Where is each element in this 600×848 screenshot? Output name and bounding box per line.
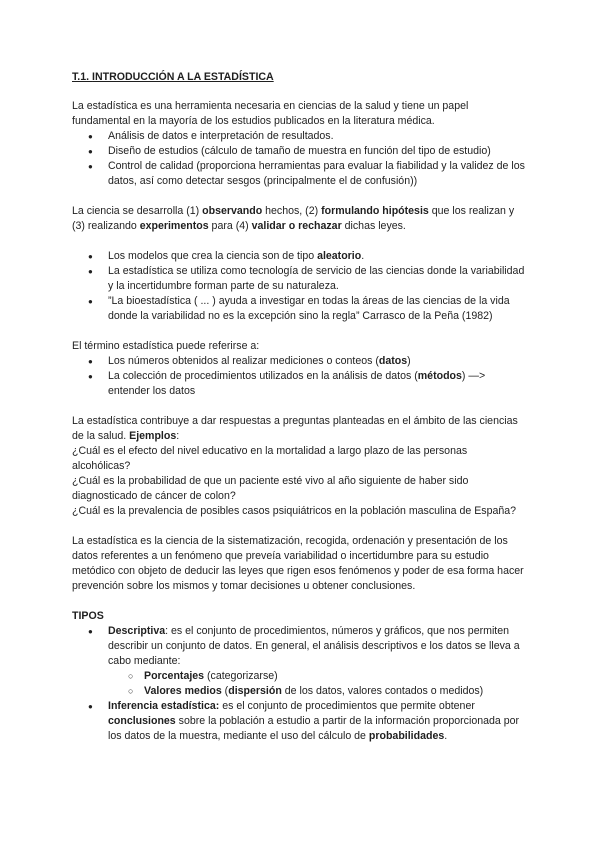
bold-run: aleatorio xyxy=(317,250,362,262)
bold-run: probabilidades xyxy=(368,730,445,742)
text-run: ) —> entender los datos xyxy=(108,370,486,397)
text-run: La estadística contribuye a dar respuestas a preguntas planteadas en el ámbito de las ciencias de la salud. xyxy=(72,415,518,442)
title-text: INTRODUCCIÓN A LA ESTADÍSTICA xyxy=(92,71,274,83)
text-run: ) xyxy=(407,355,411,367)
list-item xyxy=(72,369,528,399)
list-item: ● Análisis de datos e interpretación de resultados. xyxy=(72,129,528,144)
list-item xyxy=(72,354,528,369)
bold-run: conclusiones xyxy=(108,715,176,727)
models-bullet-list xyxy=(72,249,528,324)
bold-run: validar o rechazar xyxy=(251,220,342,232)
tipos-heading xyxy=(72,609,528,624)
text-run: Los modelos que crea la ciencia son de tipo xyxy=(108,250,318,262)
text-run: de los datos, valores contados o medidos) xyxy=(281,685,484,697)
text-run: sobre la población a estudio a partir de la información proporcionada por los datos de la muestra, mediante el uso del cálculo de xyxy=(108,715,520,742)
text-run: para (4) xyxy=(208,220,252,232)
intro-paragraph: La estadística es una herramienta necesaria en ciencias de la salud y tiene un papel fundamental en la mayoría de los estudios publicados en la literatura médica. xyxy=(72,100,469,127)
list-item: ● La estadística se utiliza como tecnología de servicio de las ciencias donde la variabilidad y la incertidumbre forman parte de su naturaleza. xyxy=(72,264,528,294)
science-paragraph xyxy=(72,204,528,234)
list-item: ● Control de calidad (proporciona herramientas para evaluar la fiabilidad y la validez de los datos, así como detectar sesgos (principalmente el de confusión)) xyxy=(72,159,528,189)
text-run: ( xyxy=(221,685,229,697)
text-run: hechos, (2) xyxy=(262,205,322,217)
bold-run: formulando hipótesis xyxy=(321,205,429,217)
bold-run: Descriptiva xyxy=(108,625,166,637)
term-bullet-list xyxy=(72,354,528,399)
question-line: ¿Cuál es la probabilidad de que un paciente esté vivo al año siguiente de haber sido diagnosticado de cáncer de colon? xyxy=(72,475,469,502)
bold-run: Porcentajes xyxy=(144,670,205,682)
title-prefix: T.1. xyxy=(72,71,93,83)
bold-run: Ejemplos xyxy=(129,430,177,442)
bold-run: dispersión xyxy=(228,685,282,697)
intro-bullet-list xyxy=(72,129,528,189)
bold-run: Inferencia estadística: xyxy=(108,700,220,712)
bold-run: experimentos xyxy=(139,220,209,232)
sub-list-item xyxy=(108,669,528,684)
page-title xyxy=(72,70,528,85)
text-run: La colección de procedimientos utilizados en la análisis de datos ( xyxy=(108,370,418,382)
text-run: . xyxy=(361,250,365,262)
tipos-bullet-list xyxy=(72,624,528,744)
text-run: dichas leyes. xyxy=(341,220,406,232)
contrib-paragraph xyxy=(72,414,528,444)
bold-run: observando xyxy=(202,205,263,217)
list-item xyxy=(72,624,528,699)
bold-run: datos xyxy=(378,355,408,367)
text-run: : es el conjunto de procedimientos, números y gráficos, que nos permiten describir un conjunto de datos. En general, el análisis descriptivos e los datos se lleva a cabo mediante: xyxy=(108,625,520,667)
text-run: que los realizan y (3) realizando xyxy=(72,205,515,232)
bold-run: métodos xyxy=(417,370,462,382)
question-line: ¿Cuál es la prevalencia de posibles casos psiquiátricos en la población masculina de España? xyxy=(72,505,517,517)
sub-list-item xyxy=(108,684,528,699)
sub-bullet-list xyxy=(108,669,528,699)
list-item: ● Diseño de estudios (cálculo de tamaño de muestra en función del tipo de estudio) xyxy=(72,144,528,159)
bold-run: Valores medios xyxy=(144,685,222,697)
text-run: (categorizarse) xyxy=(204,670,278,682)
term-lead: El término estadística puede referirse a: xyxy=(72,340,260,352)
list-item xyxy=(72,249,528,264)
text-run: Los números obtenidos al realizar mediciones o conteos ( xyxy=(108,355,379,367)
bold-run: TIPOS xyxy=(72,610,104,622)
list-item: ● ”La bioestadística ( ... ) ayuda a investigar en todas la áreas de las ciencias de la vida donde la variabilidad no es la excepción sino la regla” Carrasco de la Peña (1982) xyxy=(72,294,528,324)
list-item xyxy=(72,699,528,744)
text-run: . xyxy=(444,730,448,742)
text-run: : xyxy=(176,430,180,442)
question-line: ¿Cuál es el efecto del nivel educativo en la mortalidad a largo plazo de las personas alcohólicas? xyxy=(72,445,468,472)
text-run: La ciencia se desarrolla (1) xyxy=(72,205,203,217)
document-page xyxy=(72,70,528,744)
definition-paragraph: La estadística es la ciencia de la sistematización, recogida, ordenación y presentación de los datos referentes a un fenómeno que preveía variabilidad o incertidumbre para su estudio metódico con objeto de deducir las leyes que rigen esos fenómenos y poder de esa forma hacer prevención sobre los mismos y tomar decisiones u obtener conclusiones. xyxy=(72,535,524,592)
text-run: es el conjunto de procedimientos que permite obtener xyxy=(219,700,475,712)
